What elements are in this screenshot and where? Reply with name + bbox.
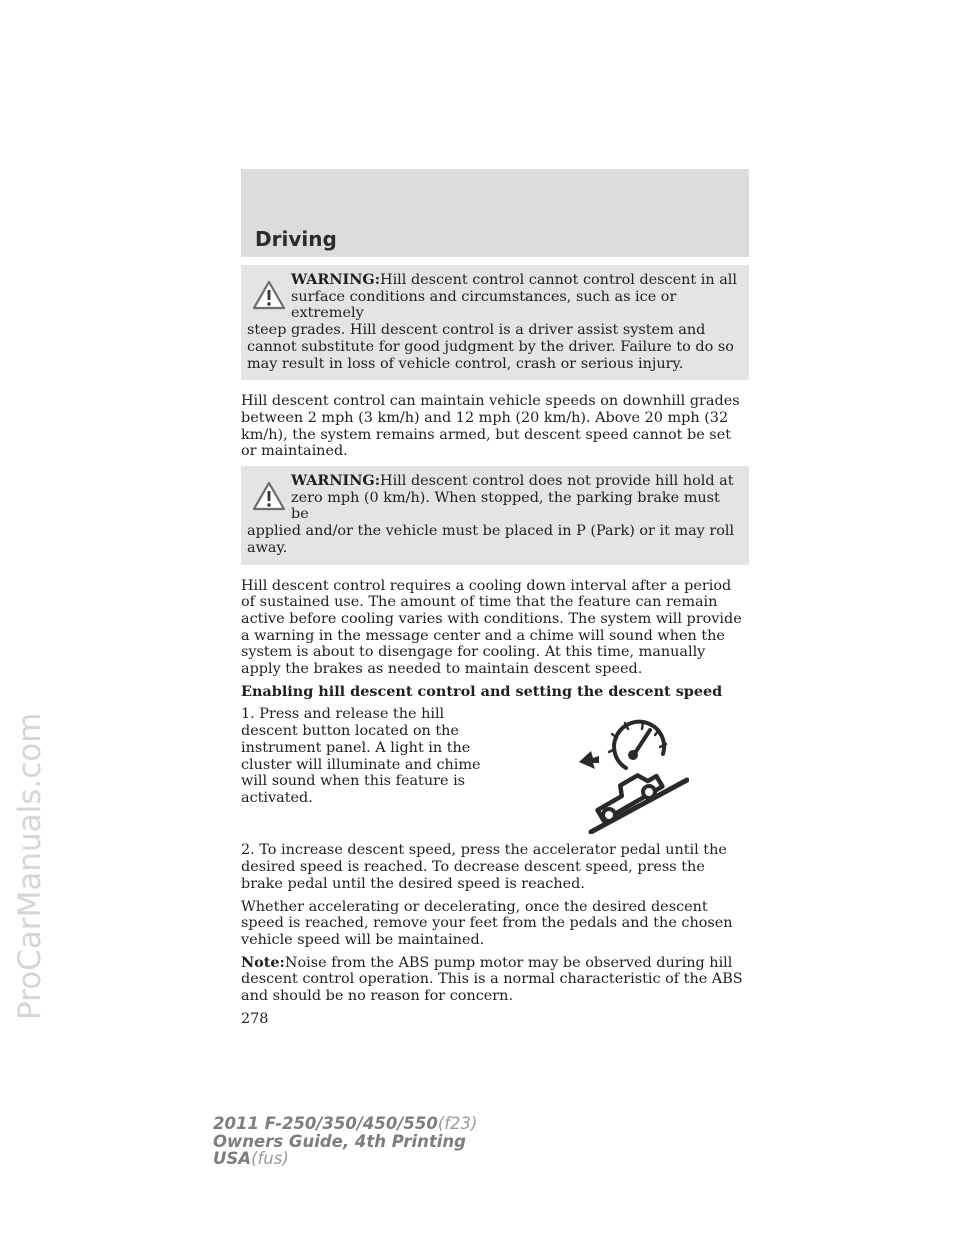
warning-box	[241, 466, 749, 565]
warning-triangle-icon	[252, 280, 286, 310]
warning-first-line	[247, 473, 741, 490]
note-label: Note:	[241, 953, 285, 971]
body-paragraph: Whether accelerating or decelerating, once the desired descent speed is reached, remove your feet from the pedals and the chosen vehicle speed will be maintained.	[241, 898, 733, 948]
hill-descent-control-icon	[571, 712, 689, 834]
note-text: Noise from the ABS pump motor may be observed during hill descent control operation. This is a normal characteristic of the ABS and should be no reason for concern.	[241, 954, 743, 1005]
footer-region: USA	[213, 1149, 252, 1168]
footer-line-1	[213, 1115, 478, 1133]
subheading: Enabling hill descent control and setting the descent speed	[241, 682, 723, 700]
document-footer	[213, 1115, 478, 1168]
page-content	[241, 265, 749, 1028]
watermark-text: ProCarManuals.com	[12, 712, 48, 1020]
section-header	[241, 169, 749, 257]
warning-text-line2: surface conditions and circumstances, such as ice or extremely	[291, 288, 677, 322]
warning-box	[241, 265, 749, 380]
note-paragraph	[241, 955, 749, 1005]
warning-text-rest: steep grades. Hill descent control is a driver assist system and cannot substitute for good judgment by the driver. Failure to do so may result in loss of vehicle control, crash or serious injury.	[247, 322, 734, 372]
footer-line-3	[213, 1150, 478, 1168]
warning-text-line2: zero mph (0 km/h). When stopped, the parking brake must be	[291, 489, 720, 523]
body-paragraph: Hill descent control can maintain vehicle speeds on downhill grades between 2 mph (3 km/h) and 12 mph (20 km/h). Above 20 mph (32 km/h), the system remains armed, but descent speed cannot be set or maintained.	[241, 393, 740, 460]
page-number: 278	[241, 1010, 269, 1027]
warning-text-line1: Hill descent control does not provide hill hold at	[380, 473, 734, 490]
footer-model-code: (f23)	[437, 1114, 478, 1133]
warning-triangle-icon	[252, 481, 286, 511]
footer-line-2: Owners Guide, 4th Printing	[213, 1131, 466, 1151]
watermark	[2, 410, 52, 1030]
footer-model: 2011 F-250/350/450/550	[213, 1114, 438, 1133]
warning-text-rest: applied and/or the vehicle must be placed in P (Park) or it may roll away.	[247, 523, 735, 556]
body-paragraph: Hill descent control requires a cooling down interval after a period of sustained use. The amount of time that the feature can remain active before cooling varies with conditions. The system will provide a warning in the message center and a chime will sound when the system is about to disengage for cooling. At this time, manually apply the brakes as needed to maintain descent speed.	[241, 577, 742, 678]
warning-label: WARNING:	[291, 271, 381, 288]
warning-text-line1: Hill descent control cannot control descent in all	[380, 272, 737, 288]
step-2-text: 2. To increase descent speed, press the accelerator pedal until the desired speed is reached. To decrease descent speed, press the brake pedal until the desired speed is reached.	[241, 842, 727, 892]
footer-region-code: (fus)	[251, 1149, 289, 1168]
warning-first-line	[247, 272, 741, 289]
step-1-text: 1. Press and release the hill descent button located on the instrument panel. A light in the cluster will illuminate and chime will sound when this feature is activated.	[241, 706, 481, 806]
section-title: Driving	[255, 227, 337, 251]
warning-label: WARNING:	[291, 472, 381, 490]
step-1-row	[241, 706, 749, 834]
